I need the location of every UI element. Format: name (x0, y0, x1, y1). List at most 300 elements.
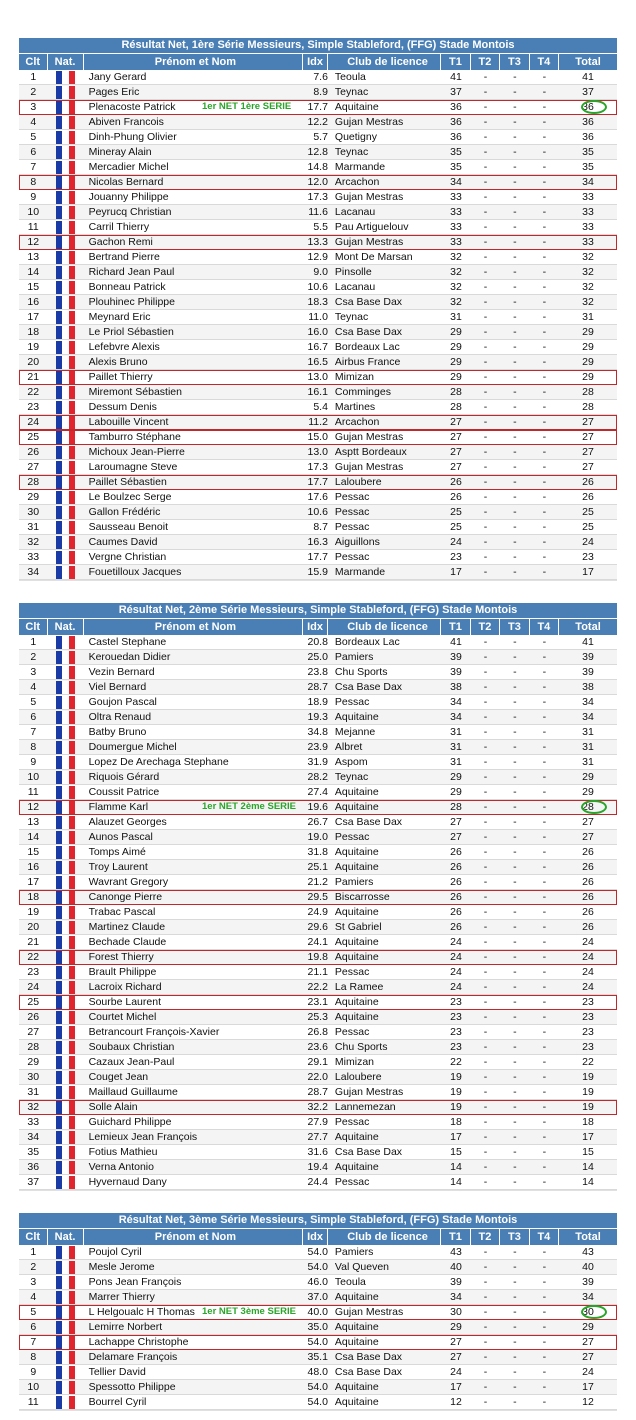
index-cell: 11.2 (308, 416, 328, 428)
t4-cell: - (542, 371, 547, 383)
player-name-cell: Bechade Claude (88, 936, 167, 948)
t1-cell: 27 (450, 1336, 462, 1348)
france-flag-icon (56, 1306, 75, 1319)
t4-cell: - (542, 446, 547, 458)
index-cell: 15.9 (307, 566, 328, 578)
t3-cell: - (513, 1161, 517, 1173)
section-separator (19, 580, 617, 581)
club-cell: Aquitaine (334, 801, 379, 813)
t2-cell: - (483, 416, 488, 428)
total-cell: 27 (582, 461, 594, 473)
t1-cell: 29 (450, 326, 462, 338)
header-t1: T1 (441, 1229, 470, 1245)
rank-cell: 3 (30, 1276, 37, 1288)
t1-cell: 27 (450, 431, 462, 443)
index-cell: 16.7 (307, 341, 328, 353)
rank-cell: 13 (27, 816, 40, 828)
table-row (19, 800, 617, 815)
t4-cell: - (542, 921, 547, 933)
club-cell: Teynac (334, 311, 369, 323)
t4-cell: - (542, 266, 547, 278)
rank-cell: 4 (30, 681, 37, 693)
index-cell: 26.7 (307, 816, 328, 828)
player-name-cell: Martinez Claude (88, 921, 166, 933)
t4-cell: - (542, 1291, 547, 1303)
index-cell: 20.8 (307, 636, 328, 648)
table-row (19, 415, 617, 430)
rank-cell: 26 (27, 446, 40, 458)
rank-cell: 9 (30, 1366, 37, 1378)
total-cell: 27 (582, 446, 594, 458)
index-cell: 23.1 (307, 996, 328, 1008)
club-cell: Laloubere (334, 1071, 382, 1083)
table-row (19, 1260, 617, 1275)
index-cell: 22.0 (307, 1071, 328, 1083)
nationality-cell (48, 370, 84, 384)
total-cell: 33 (582, 206, 594, 218)
t4-cell: - (542, 1321, 547, 1333)
club-cell: Gujan Mestras (334, 431, 404, 443)
france-flag-icon (56, 161, 75, 174)
club-cell: Asptt Bordeaux (334, 446, 407, 458)
t4-cell: - (542, 906, 547, 918)
header-rank: Clt (19, 1229, 48, 1245)
club-cell: Biscarrosse (334, 891, 390, 903)
t1-cell: 28 (450, 386, 462, 398)
rank-cell: 11 (27, 1396, 39, 1408)
index-cell: 25.1 (307, 861, 328, 873)
table-row (19, 1395, 617, 1410)
france-flag-icon (56, 966, 75, 979)
t1-cell: 18 (450, 1116, 462, 1128)
t3-cell: - (513, 101, 517, 113)
index-cell: 24.1 (307, 936, 328, 948)
table-row (19, 725, 617, 740)
t4-cell: - (542, 1116, 547, 1128)
club-cell: Aspom (334, 756, 368, 768)
france-flag-icon (56, 491, 75, 504)
club-cell: Aquitaine (334, 861, 379, 873)
t2-cell: - (483, 801, 488, 813)
club-cell: Albret (334, 741, 363, 753)
player-name-cell: Cazaux Jean-Paul (88, 1056, 175, 1068)
player-name-cell: Plouhinec Philippe (88, 296, 175, 308)
index-cell: 34.8 (307, 726, 328, 738)
club-cell: Teynac (334, 146, 369, 158)
france-flag-icon (56, 846, 75, 859)
rank-cell: 37 (27, 1176, 40, 1188)
t2-cell: - (483, 206, 488, 218)
club-cell: Arcachon (334, 176, 380, 188)
t1-cell: 24 (450, 1366, 462, 1378)
table-row (19, 400, 617, 415)
rank-cell: 11 (27, 786, 39, 798)
t3-cell: - (513, 416, 517, 428)
t4-cell: - (542, 401, 547, 413)
club-cell: Pessac (334, 966, 370, 978)
t4-cell: - (542, 71, 547, 83)
table-row (19, 85, 617, 100)
table-header (19, 618, 617, 635)
total-cell: 25 (582, 506, 594, 518)
index-cell: 9.0 (313, 266, 328, 278)
player-name-cell: Batby Bruno (88, 726, 147, 738)
table-row (19, 1130, 617, 1145)
index-cell: 13.3 (307, 236, 328, 248)
player-name-cell: Bonneau Patrick (88, 281, 166, 293)
rank-cell: 8 (30, 1351, 37, 1363)
player-name-cell: Mineray Alain (88, 146, 152, 158)
t1-cell: 23 (450, 996, 462, 1008)
rank-cell: 5 (30, 131, 37, 143)
player-name-cell: Poujol Cyril (88, 1246, 142, 1258)
t3-cell: - (513, 1336, 517, 1348)
france-flag-icon (56, 1041, 75, 1054)
club-cell: Pamiers (334, 876, 374, 888)
total-cell: 26 (582, 906, 594, 918)
nationality-cell (48, 430, 84, 444)
player-name-cell: Canonge Pierre (88, 891, 163, 903)
club-cell: Chu Sports (334, 1041, 388, 1053)
t3-cell: - (513, 461, 517, 473)
france-flag-icon (56, 131, 75, 144)
club-cell: Mejanne (334, 726, 376, 738)
club-cell: Teoula (334, 1276, 366, 1288)
rank-cell: 17 (27, 876, 40, 888)
player-name-cell: Lachappe Christophe (88, 1336, 189, 1348)
results-table-serie-2 (19, 603, 617, 1190)
player-name-cell: Plenacoste Patrick (88, 101, 176, 113)
rank-cell: 20 (27, 356, 40, 368)
nationality-cell (48, 710, 84, 724)
header-player-name: Prénom et Nom (84, 54, 304, 70)
t2-cell: - (483, 1366, 488, 1378)
rank-cell: 10 (27, 1381, 40, 1393)
t3-cell: - (513, 681, 517, 693)
t4-cell: - (542, 711, 547, 723)
table-row (19, 770, 617, 785)
nationality-cell (48, 650, 84, 664)
club-cell: Gujan Mestras (334, 116, 404, 128)
t1-cell: 25 (450, 506, 462, 518)
france-flag-icon (56, 996, 75, 1009)
france-flag-icon (56, 1336, 75, 1349)
total-cell: 24 (582, 536, 594, 548)
t3-cell: - (513, 431, 517, 443)
total-cell: 24 (582, 951, 594, 963)
total-cell: 26 (582, 491, 594, 503)
club-cell: Aquitaine (334, 906, 379, 918)
table-row (19, 740, 617, 755)
nationality-cell (48, 175, 84, 189)
t2-cell: - (483, 1116, 488, 1128)
section-separator (19, 1190, 617, 1191)
t4-cell: - (542, 966, 547, 978)
club-cell: Gujan Mestras (334, 236, 404, 248)
club-cell: La Ramee (334, 981, 384, 993)
nationality-cell (48, 565, 84, 579)
t1-cell: 24 (450, 966, 462, 978)
index-cell: 28.7 (307, 1086, 328, 1098)
t3-cell: - (513, 1071, 517, 1083)
nationality-cell (48, 325, 84, 339)
player-name-cell: Lopez De Arechaga Stephane (88, 756, 229, 768)
rank-cell: 35 (27, 1146, 40, 1158)
nationality-cell (48, 415, 84, 429)
table-row (19, 1380, 617, 1395)
nationality-cell (48, 1260, 84, 1274)
player-name-cell: Fouetilloux Jacques (88, 566, 182, 578)
t3-cell: - (513, 816, 517, 828)
france-flag-icon (56, 101, 75, 114)
total-cell: 32 (582, 266, 594, 278)
nationality-cell (48, 845, 84, 859)
france-flag-icon (56, 876, 75, 889)
table-row (19, 875, 617, 890)
nationality-cell (48, 800, 84, 814)
rank-cell: 1 (30, 1246, 37, 1258)
index-cell: 28.7 (307, 681, 328, 693)
nationality-cell (48, 1175, 84, 1189)
t1-cell: 29 (450, 371, 462, 383)
t3-cell: - (513, 711, 517, 723)
index-cell: 12.9 (307, 251, 328, 263)
player-name-cell: Pons Jean François (88, 1276, 182, 1288)
total-cell: 17 (582, 1381, 594, 1393)
t3-cell: - (513, 206, 517, 218)
t3-cell: - (513, 1176, 517, 1188)
index-cell: 16.5 (307, 356, 328, 368)
club-cell: Csa Base Dax (334, 681, 403, 693)
club-cell: Aquitaine (334, 786, 379, 798)
t2-cell: - (483, 536, 488, 548)
index-cell: 16.1 (307, 386, 328, 398)
t2-cell: - (483, 981, 488, 993)
total-cell: 27 (582, 816, 594, 828)
player-name-cell: Coussit Patrice (88, 786, 160, 798)
t3-cell: - (513, 771, 517, 783)
t3-cell: - (513, 1026, 517, 1038)
total-cell: 19 (582, 1101, 594, 1113)
rank-cell: 8 (30, 176, 37, 188)
rank-cell: 6 (30, 146, 37, 158)
header-nationality: Nat. (48, 54, 84, 70)
index-cell: 24.9 (307, 906, 328, 918)
t3-cell: - (513, 966, 517, 978)
player-name-cell: Viel Bernard (88, 681, 147, 693)
t2-cell: - (483, 1071, 488, 1083)
table-row (19, 370, 617, 385)
rank-cell: 22 (27, 951, 40, 963)
table-row (19, 1305, 617, 1320)
france-flag-icon (56, 921, 75, 934)
table-row (19, 505, 617, 520)
nationality-cell (48, 980, 84, 994)
france-flag-icon (56, 1366, 75, 1379)
results-table-serie-1 (19, 38, 617, 580)
table-row (19, 710, 617, 725)
t4-cell: - (542, 146, 547, 158)
header-club: Club de licence (328, 1229, 441, 1245)
t1-cell: 35 (450, 146, 462, 158)
rank-cell: 20 (27, 921, 40, 933)
t1-cell: 32 (450, 251, 462, 263)
table-title: Résultat Net, 2ème Série Messieurs, Simple Stableford, (FFG) Stade Montois (19, 603, 617, 618)
total-cell: 31 (582, 311, 594, 323)
t3-cell: - (513, 741, 517, 753)
t2-cell: - (483, 161, 488, 173)
t2-cell: - (483, 996, 488, 1008)
t1-cell: 17 (450, 1381, 462, 1393)
t4-cell: - (542, 1381, 547, 1393)
rank-cell: 32 (27, 1101, 40, 1113)
t4-cell: - (542, 326, 547, 338)
t4-cell: - (542, 831, 547, 843)
france-flag-icon (56, 236, 75, 249)
table-row (19, 1025, 617, 1040)
index-cell: 31.6 (307, 1146, 328, 1158)
t1-cell: 33 (450, 221, 462, 233)
t2-cell: - (483, 476, 488, 488)
player-name-cell: Gallon Frédéric (88, 506, 161, 518)
t1-cell: 39 (450, 666, 462, 678)
t4-cell: - (542, 1351, 547, 1363)
club-cell: Gujan Mestras (334, 461, 404, 473)
t4-cell: - (542, 386, 547, 398)
t2-cell: - (483, 636, 488, 648)
t2-cell: - (483, 1026, 488, 1038)
france-flag-icon (56, 1276, 75, 1289)
club-cell: Pessac (334, 506, 370, 518)
nationality-cell (48, 680, 84, 694)
t1-cell: 31 (450, 726, 462, 738)
t3-cell: - (513, 1116, 517, 1128)
total-cell: 38 (582, 681, 594, 693)
nationality-cell (48, 1115, 84, 1129)
rank-cell: 3 (30, 666, 37, 678)
nationality-cell (48, 310, 84, 324)
t4-cell: - (542, 996, 547, 1008)
player-name-cell: Labouille Vincent (88, 416, 169, 428)
index-cell: 17.3 (307, 191, 328, 203)
club-cell: Comminges (334, 386, 391, 398)
nationality-cell (48, 770, 84, 784)
player-name-cell: Kerouedan Didier (88, 651, 171, 663)
total-cell: 19 (582, 1071, 594, 1083)
t1-cell: 36 (450, 116, 462, 128)
club-cell: Laloubere (334, 476, 382, 488)
total-cell: 41 (582, 71, 594, 83)
index-cell: 13.0 (307, 446, 328, 458)
index-cell: 19.8 (307, 951, 328, 963)
total-cell: 24 (582, 981, 594, 993)
t2-cell: - (483, 491, 488, 503)
t1-cell: 30 (450, 1306, 462, 1318)
total-cell: 27 (582, 1336, 594, 1348)
header-player-name: Prénom et Nom (84, 1229, 304, 1245)
player-name-cell: Miremont Sébastien (88, 386, 182, 398)
t2-cell: - (483, 876, 488, 888)
total-cell: 36 (582, 101, 594, 113)
france-flag-icon (56, 296, 75, 309)
nationality-cell (48, 1380, 84, 1394)
rank-cell: 10 (27, 771, 40, 783)
index-cell: 48.0 (307, 1366, 328, 1378)
nationality-cell (48, 1070, 84, 1084)
france-flag-icon (56, 906, 75, 919)
table-row (19, 905, 617, 920)
t4-cell: - (542, 1366, 547, 1378)
table-row (19, 250, 617, 265)
total-cell: 17 (582, 566, 594, 578)
player-name-cell: Maillaud Guillaume (88, 1086, 178, 1098)
t1-cell: 28 (450, 401, 462, 413)
table-row (19, 845, 617, 860)
player-name-cell: Nicolas Bernard (88, 176, 164, 188)
total-cell: 26 (582, 891, 594, 903)
rank-cell: 36 (27, 1161, 40, 1173)
t2-cell: - (483, 1396, 488, 1408)
t4-cell: - (542, 936, 547, 948)
rank-cell: 34 (27, 566, 40, 578)
t4-cell: - (542, 416, 547, 428)
france-flag-icon (56, 431, 75, 444)
rank-cell: 30 (27, 1071, 40, 1083)
t3-cell: - (513, 831, 517, 843)
t3-cell: - (513, 1131, 517, 1143)
player-name-cell: Doumergue Michel (88, 741, 177, 753)
t1-cell: 26 (450, 846, 462, 858)
t4-cell: - (542, 651, 547, 663)
table-body (19, 1245, 617, 1410)
club-cell: Pessac (334, 831, 370, 843)
t3-cell: - (513, 1381, 517, 1393)
index-cell: 12.2 (307, 116, 328, 128)
nationality-cell (48, 1275, 84, 1289)
t2-cell: - (483, 341, 488, 353)
t3-cell: - (513, 1041, 517, 1053)
index-cell: 16.0 (307, 326, 328, 338)
t3-cell: - (513, 1011, 517, 1023)
index-cell: 15.0 (307, 431, 328, 443)
t3-cell: - (513, 786, 517, 798)
club-cell: Teoula (334, 71, 366, 83)
t4-cell: - (542, 341, 547, 353)
t2-cell: - (483, 1011, 488, 1023)
t1-cell: 35 (450, 161, 462, 173)
total-cell: 29 (582, 786, 594, 798)
nationality-cell (48, 1290, 84, 1304)
france-flag-icon (56, 266, 75, 279)
player-name-cell: Fotius Mathieu (88, 1146, 158, 1158)
t2-cell: - (483, 936, 488, 948)
total-cell: 27 (582, 416, 594, 428)
t2-cell: - (483, 651, 488, 663)
total-cell: 26 (582, 921, 594, 933)
rank-cell: 27 (27, 1026, 40, 1038)
t2-cell: - (483, 891, 488, 903)
total-cell: 22 (582, 1056, 594, 1068)
player-name-cell: L Helgoualc H Thomas (88, 1306, 195, 1318)
t4-cell: - (542, 696, 547, 708)
rank-cell: 9 (30, 756, 37, 768)
index-cell: 27.7 (307, 1131, 328, 1143)
index-cell: 12.8 (307, 146, 328, 158)
nationality-cell (48, 1055, 84, 1069)
france-flag-icon (56, 666, 75, 679)
t2-cell: - (483, 131, 488, 143)
nationality-cell (48, 535, 84, 549)
